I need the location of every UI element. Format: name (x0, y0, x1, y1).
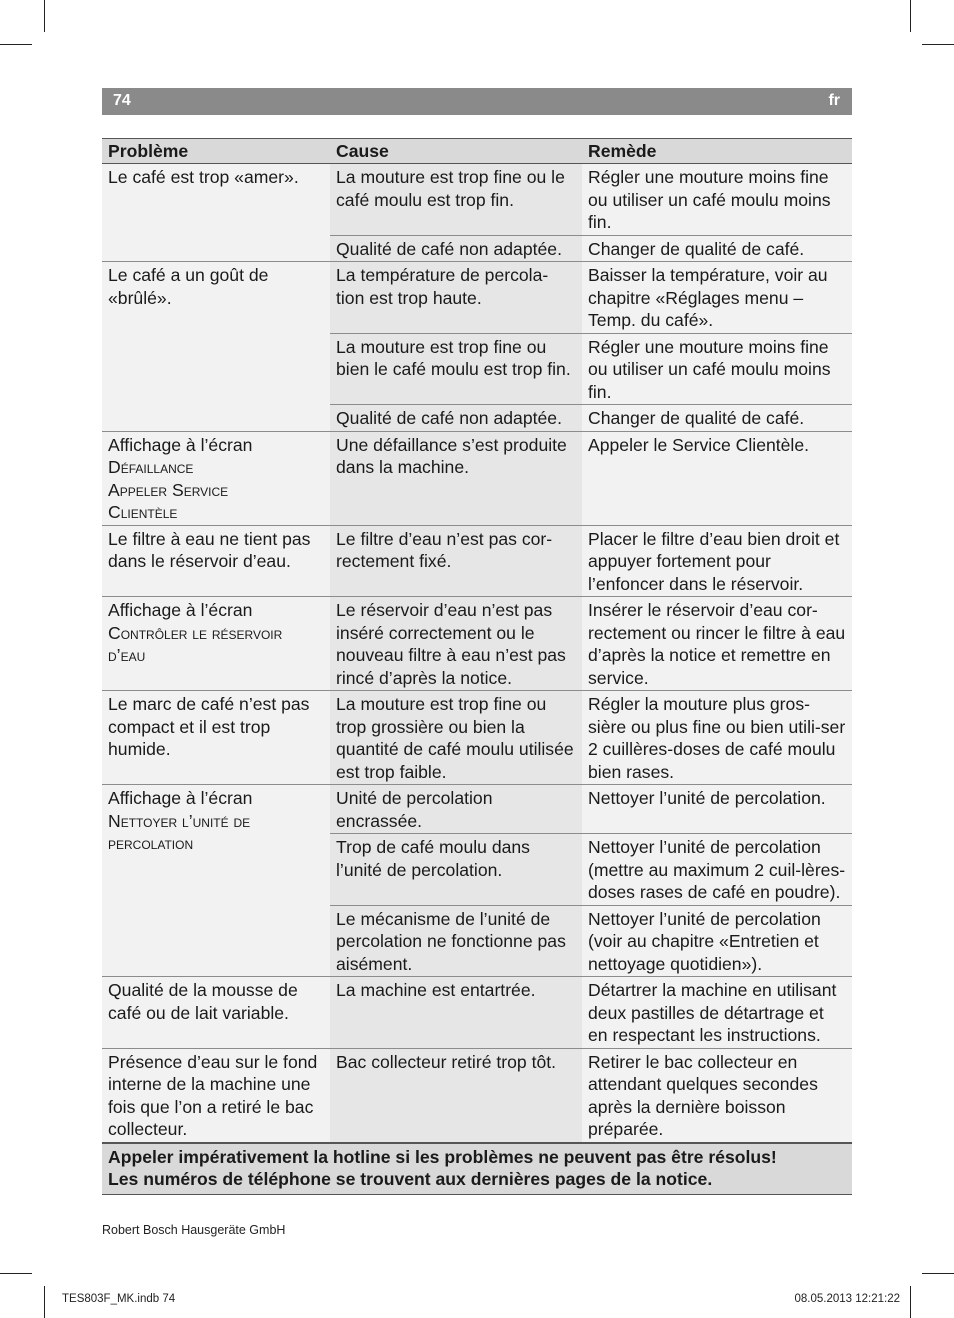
crop-mark (0, 1273, 32, 1274)
table-header-row (102, 139, 852, 164)
problem-cell (102, 785, 330, 977)
column-header-remedy: Remède (582, 139, 852, 164)
problem-text: Affichage à l’écran (108, 600, 253, 620)
cause-cell: Le réservoir d’eau n’est pas inséré correctement ou le nouveau filtre à eau n’est pas rincé d’après la notice. (330, 597, 582, 691)
table-row (102, 525, 852, 597)
troubleshooting-table (102, 138, 852, 1195)
crop-mark (910, 1286, 911, 1318)
problem-cell (102, 262, 330, 432)
problem-text: Le filtre à eau ne tient pas dans le réservoir d’eau. (108, 528, 311, 571)
table-row (102, 431, 852, 525)
problem-cell (102, 431, 330, 525)
problem-text: Qualité de la mousse de café ou de lait variable. (108, 980, 298, 1023)
remedy-cell: Régler une mouture moins fine ou utiliser un café moulu moins fin. (582, 333, 852, 405)
crop-mark (44, 0, 45, 32)
crop-mark (922, 44, 954, 45)
hotline-note-line: Les numéros de téléphone se trouvent aux dernières pages de la notice. (108, 1169, 713, 1189)
remedy-cell: Changer de qualité de café. (582, 405, 852, 432)
problem-text: Affichage à l’écran (108, 788, 253, 808)
hotline-note (102, 1143, 852, 1195)
page-header-bar (102, 88, 852, 115)
problem-cell (102, 977, 330, 1049)
crop-mark (922, 1273, 954, 1274)
remedy-cell: Appeler le Service Clientèle. (582, 431, 852, 525)
problem-cell (102, 525, 330, 597)
problem-text: Le café a un goût de «brûlé». (108, 265, 269, 308)
cause-cell: Qualité de café non adaptée. (330, 235, 582, 262)
remedy-cell: Insérer le réservoir d’eau cor-rectement ou rincer le filtre à eau d’après la notice et remettre en service. (582, 597, 852, 691)
remedy-cell: Nettoyer l’unité de percolation (mettre au maximum 2 cuil-lères-doses rases de café en poudre). (582, 834, 852, 906)
cause-cell: Qualité de café non adaptée. (330, 405, 582, 432)
display-message: Clientèle (108, 502, 178, 522)
table-row (102, 597, 852, 691)
table-row (102, 1048, 852, 1143)
display-message: Appeler Service (108, 479, 229, 500)
cause-cell: La température de percola-tion est trop haute. (330, 262, 582, 334)
crop-mark (0, 44, 32, 45)
cause-cell: La mouture est trop fine ou le café moulu est trop fin. (330, 164, 582, 236)
language-code: fr (828, 92, 840, 109)
display-message: Nettoyer l’unité de percolation (108, 810, 251, 853)
remedy-cell: Retirer le bac collecteur en attendant quelques secondes après la dernière boisson préparée. (582, 1048, 852, 1143)
table-row (102, 691, 852, 785)
cause-cell: Unité de percolation encrassée. (330, 785, 582, 834)
cause-cell: La machine est entartrée. (330, 977, 582, 1049)
remedy-cell: Placer le filtre d’eau bien droit et appuyer fortement pour l’enfoncer dans le réservoir. (582, 525, 852, 597)
cause-cell: La mouture est trop fine ou bien le café moulu est trop fin. (330, 333, 582, 405)
problem-cell (102, 597, 330, 691)
table-row (102, 262, 852, 334)
company-footer: Robert Bosch Hausgeräte GmbH (102, 1223, 286, 1237)
hotline-note-row (102, 1143, 852, 1195)
hotline-note-line: Appeler impérativement la hotline si les problèmes ne peuvent pas être résolus! (108, 1146, 777, 1167)
display-message: Contrôler le réservoir d’eau (108, 622, 283, 665)
crop-mark (44, 1286, 45, 1318)
problem-text: Présence d’eau sur le fond interne de la machine une fois que l’on a retiré le bac collecteur. (108, 1051, 318, 1139)
problem-cell (102, 164, 330, 262)
print-slug-file: TES803F_MK.indb 74 (62, 1293, 176, 1305)
page-number: 74 (113, 92, 131, 109)
problem-cell (102, 1048, 330, 1143)
cause-cell: Bac collecteur retiré trop tôt. (330, 1048, 582, 1143)
remedy-cell: Baisser la température, voir au chapitre «Réglages menu – Temp. du café». (582, 262, 852, 334)
crop-mark (910, 0, 911, 32)
problem-cell (102, 691, 330, 785)
problem-text: Le marc de café n’est pas compact et il est trop humide. (108, 694, 310, 759)
table-row (102, 977, 852, 1049)
cause-cell: Le mécanisme de l’unité de percolation ne fonctionne pas aisément. (330, 905, 582, 977)
remedy-cell: Régler une mouture moins fine ou utiliser un café moulu moins fin. (582, 164, 852, 236)
cause-cell: Une défaillance s’est produite dans la machine. (330, 431, 582, 525)
column-header-problem: Problème (102, 139, 330, 164)
remedy-cell: Nettoyer l’unité de percolation (voir au chapitre «Entretien et nettoyage quotidien»). (582, 905, 852, 977)
print-slug-date: 08.05.2013 12:21:22 (794, 1293, 900, 1305)
display-message: Défaillance (108, 457, 194, 477)
remedy-cell: Régler la mouture plus gros-sière ou plus fine ou bien utili-ser 2 cuillères-doses de café moulu bien rases. (582, 691, 852, 785)
problem-text: Le café est trop «amer». (108, 167, 299, 187)
remedy-cell: Changer de qualité de café. (582, 235, 852, 262)
remedy-cell: Détartrer la machine en utilisant deux pastilles de détartrage et en respectant les instructions. (582, 977, 852, 1049)
cause-cell: La mouture est trop fine ou trop grossière ou bien la quantité de café moulu utilisée est trop faible. (330, 691, 582, 785)
table-row (102, 164, 852, 236)
cause-cell: Trop de café moulu dans l’unité de percolation. (330, 834, 582, 906)
column-header-cause: Cause (330, 139, 582, 164)
problem-text: Affichage à l’écran (108, 434, 253, 455)
cause-cell: Le filtre d’eau n’est pas cor-rectement fixé. (330, 525, 582, 597)
remedy-cell: Nettoyer l’unité de percolation. (582, 785, 852, 834)
table-row (102, 785, 852, 834)
